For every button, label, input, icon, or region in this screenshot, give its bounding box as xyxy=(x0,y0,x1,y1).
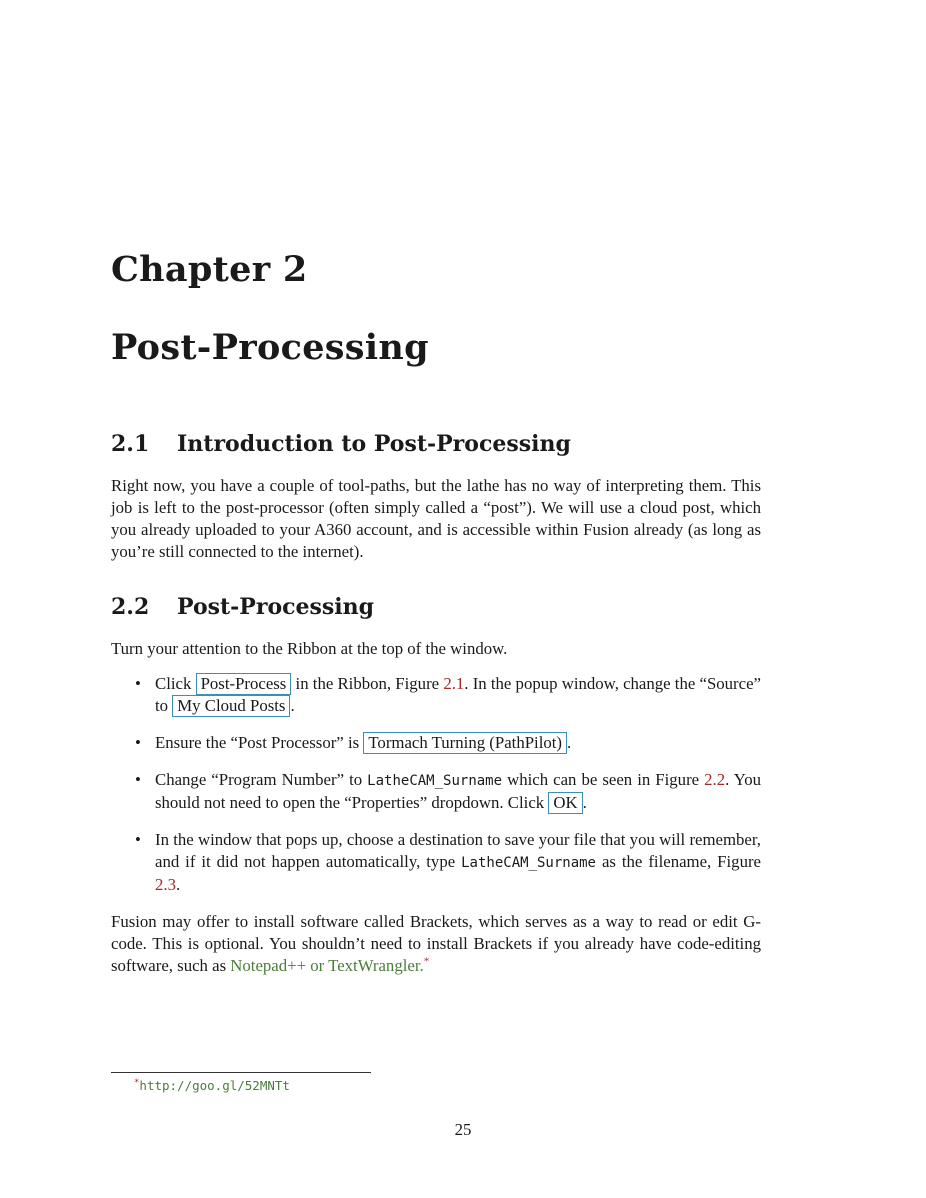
list-item xyxy=(111,673,761,717)
section-heading-2-1 xyxy=(111,430,761,458)
page-content xyxy=(111,250,761,977)
bullet-text: . xyxy=(567,733,572,752)
figure-ref-link[interactable]: 2.2 xyxy=(704,770,726,789)
bullet-text: In the window that pops up, choose a destination to save your file that you will remember, and if it did not happen automatically, type xyxy=(155,830,761,871)
bullet-text: as the filename, Figure xyxy=(595,852,761,871)
ok-button-ref: OK xyxy=(548,792,582,814)
section-title: Post-Processing xyxy=(177,594,375,620)
list-item xyxy=(111,769,761,814)
section-number: 2.2 xyxy=(111,594,150,620)
bullet-text: in the Ribbon, Figure xyxy=(291,674,444,693)
bullet-text: . You should not need to open the “Properties” dropdown. Click xyxy=(155,770,761,812)
page-number: 25 xyxy=(454,1120,472,1139)
section-heading-2-2 xyxy=(111,593,761,621)
bullet-text: . xyxy=(582,793,587,812)
bullet-icon: • xyxy=(135,674,141,693)
bullet-text: Click xyxy=(155,674,196,693)
figure-ref-link[interactable]: 2.3 xyxy=(155,875,176,894)
program-number-code: LatheCAM_Surname xyxy=(367,773,503,789)
bullet-icon: • xyxy=(135,733,141,752)
footnote-divider xyxy=(111,1072,371,1073)
chapter-label: Chapter 2 xyxy=(111,249,308,290)
footnote-mark: * xyxy=(134,1077,140,1088)
footnote-marker[interactable]: * xyxy=(423,955,430,968)
bullet-text: Ensure the “Post Processor” is xyxy=(155,733,364,752)
brackets-paragraph xyxy=(111,911,761,977)
intro-paragraph: Right now, you have a couple of tool-paths, but the lathe has no way of interpreting them. This job is left to the post-processor (often simply called a “post”). We will use a cloud post, which you already uploaded to your A360 account, and is accessible within Fusion already (as long as you’re still connected to the internet). xyxy=(111,476,761,561)
bullet-text: . xyxy=(290,696,295,715)
chapter-title: Post-Processing xyxy=(111,327,429,368)
instruction-list xyxy=(111,673,761,896)
editor-link[interactable]: Notepad++ or TextWrangler. xyxy=(230,956,424,975)
footnote xyxy=(134,1078,290,1093)
section-title: Introduction to Post-Processing xyxy=(177,431,571,457)
list-item xyxy=(111,732,761,754)
ribbon-paragraph: Turn your attention to the Ribbon at the top of the window. xyxy=(111,639,508,658)
footnote-url-link[interactable]: http://goo.gl/52MNTt xyxy=(139,1078,290,1093)
post-processor-ref: Tormach Turning (PathPilot) xyxy=(363,732,567,754)
paragraph-text: Fusion may offer to install software called Brackets, which serves as a way to read or edit G-code. This is optional. You shouldn’t need to install Brackets if you already have code-editing software, such as xyxy=(111,912,761,975)
bullet-icon: • xyxy=(135,770,141,789)
bullet-text: . In the popup window, change the “Source” to xyxy=(155,674,761,715)
list-item xyxy=(111,829,761,896)
bullet-text: . xyxy=(175,875,181,894)
figure-ref-link[interactable]: 2.1 xyxy=(443,674,465,693)
post-process-button-ref: Post-Process xyxy=(196,673,292,695)
filename-code: LatheCAM_Surname xyxy=(461,855,596,871)
bullet-text: which can be seen in Figure xyxy=(502,770,705,789)
bullet-text: Change “Program Number” to xyxy=(155,770,368,789)
bullet-icon: • xyxy=(135,830,141,849)
my-cloud-posts-ref: My Cloud Posts xyxy=(172,695,290,717)
section-number: 2.1 xyxy=(111,431,150,457)
